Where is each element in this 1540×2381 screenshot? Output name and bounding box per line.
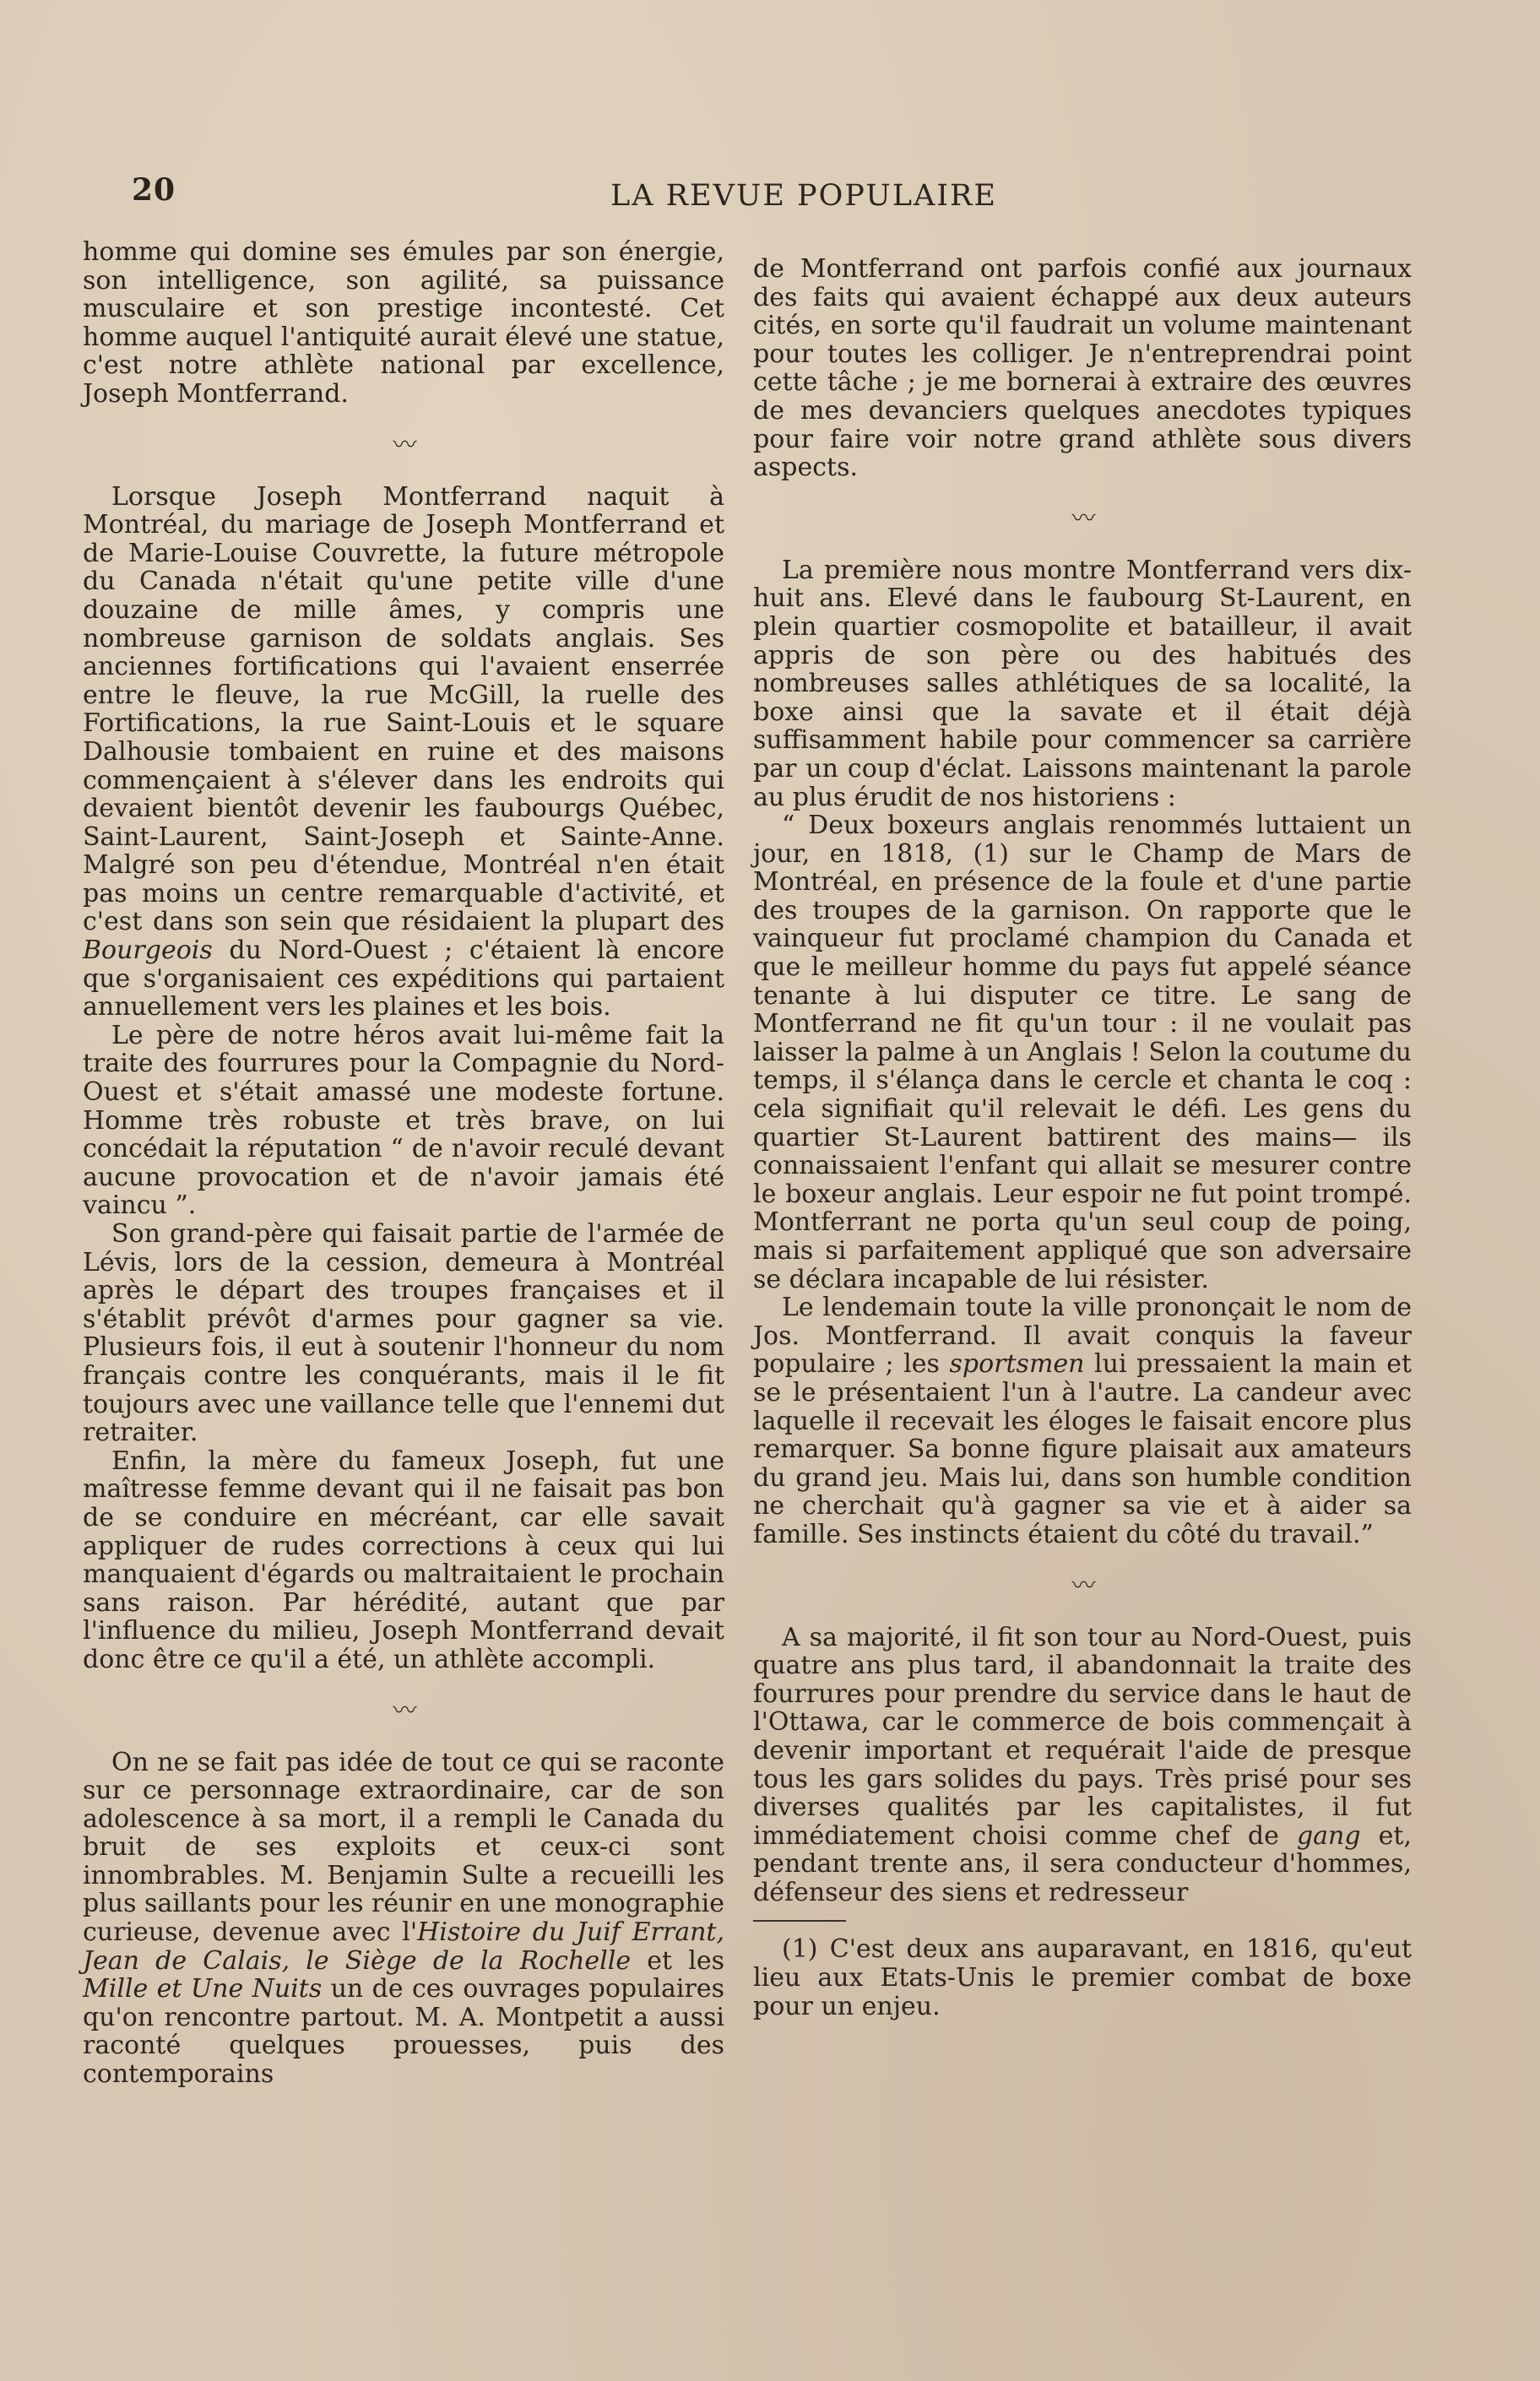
footnote bbox=[753, 1935, 1412, 2020]
paragraph: “ Deux boxeurs anglais renommés luttaient un jour, en 1818, (1) sur le Champ de Mars de Montréal, en présence de la foule et d'une partie des troupes de la garnison. On rapporte que le vainqueur fut proclamé champion du Canada et que le meilleur homme du pays fut appelé séance tenante à lui disputer ce titre. Le sang de Montferrand ne fit qu'un tour : il ne voulait pas laisser la palme à un Anglais ! Selon la coutume du temps, il s'élança dans le cercle et chanta le coq : cela signifiait qu'il relevait le défi. Les gens du quartier St-Laurent battirent des mains— ils connaissaient l'enfant qui allait se mesurer contre le boxeur anglais. Leur espoir ne fut point trompé. Montferrant ne porta qu'un seul coup de poing, mais si parfaitement appliqué que son adversaire se déclara incapable de lui résister. bbox=[753, 811, 1412, 1294]
paragraph: Lorsque Joseph Montferrand naquit à Montréal, du mariage de Joseph Montferrand et de Marie-Louise Couvrette, la future métropole du Canada n'était qu'une petite ville d'une douzaine de mille âmes, y compris une nombreuse garnison de soldats anglais. Ses anciennes fortifications qui l'avaient enserrée entre le fleuve, la rue McGill, la ruelle des Fortifications, la rue Saint-Louis et le square Dalhousie tombaient en ruine et des maisons commençaient à s'élever dans les endroits qui devaient bientôt devenir les faubourgs Québec, Saint-Laurent, Saint-Joseph et Sainte-Anne. Malgré son peu d'étendue, Montréal n'en était pas moins un centre remarquable d'activité, et c'est dans son sein que résidaient la plupart des Bourgeois du Nord-Ouest ; c'étaient là encore que s'organisaient ces expéditions qui partaient annuellement vers les plaines et les bois. bbox=[83, 481, 724, 1022]
footnote-rule bbox=[753, 1920, 846, 1922]
ornament-divider: 〰 bbox=[393, 1695, 415, 1724]
left-column bbox=[83, 238, 724, 2089]
right-column bbox=[753, 255, 1412, 2020]
italic-text: Histoire du Juif Errant, Jean de Calais, le Siège de la Rochelle bbox=[83, 1917, 724, 1976]
ornament-divider: 〰 bbox=[1071, 1570, 1093, 1599]
italic-text: gang bbox=[1296, 1820, 1361, 1851]
paragraph: On ne se fait pas idée de tout ce qui se raconte sur ce personnage extraordinaire, car de son adolescence à sa mort, il a rempli le Canada du bruit de ses exploits et ceux-ci sont innombrables. M. Benjamin Sulte a recueilli les plus saillants pour les réunir en une monographie curieuse, devenue avec l'Histoire du Juif Errant, Jean de Calais, le Siège de la Rochelle et les Mille et Une Nuits un de ces ouvrages populaires qu'on rencontre partout. M. A. Montpetit a aussi raconté quelques prouesses, puis des contemporains bbox=[83, 1747, 725, 2090]
paragraph: de Montferrand ont parfois confié aux journaux des faits qui avaient échappé aux deux auteurs cités, en sorte qu'il faudrait un volume maintenant pour toutes les colliger. Je n'entreprendrai point cette tâche ; je me bornerai à extraire des œuvres de mes devanciers quelques anecdotes typiques pour faire voir notre grand athlète sous divers aspects. bbox=[753, 254, 1412, 483]
italic-text: Mille et Une Nuits bbox=[83, 1974, 323, 2004]
paragraph: Son grand-père qui faisait partie de l'armée de Lévis, lors de la cession, demeura à Montréal après le départ des troupes françaises et il s'établit prévôt d'armes pour gagner sa vie. Plusieurs fois, il eut à soutenir l'honneur du nom français contre les conquérants, mais il le fit toujours avec une vaillance telle que l'ennemi dut retraiter. bbox=[83, 1219, 724, 1448]
paragraph: La première nous montre Montferrand vers dix-huit ans. Elevé dans le faubourg St-Laurent, en plein quartier cosmopolite et batailleur, il avait appris de son père ou des habitués des nombreuses salles athlétiques de sa localité, la boxe ainsi que la savate et il était déjà suffisamment habile pour commencer sa carrière par un coup d'éclat. Laissons maintenant la parole au plus érudit de nos historiens : bbox=[753, 555, 1412, 812]
ornament-divider: 〰 bbox=[393, 430, 415, 458]
page-number: 20 bbox=[132, 172, 176, 208]
italic-text: Bourgeois bbox=[83, 936, 213, 966]
footnote-text: (1) C'est deux ans auparavant, en 1816, qu'eut lieu aux Etats-Unis le premier combat de boxe pour un enjeu. bbox=[753, 1934, 1412, 2021]
running-title: LA REVUE POPULAIRE bbox=[610, 179, 997, 213]
paragraph: Le lendemain toute la ville prononçait le nom de Jos. Montferrand. Il avait conquis la faveur populaire ; les sportsmen lui pressaient la main et se le présentaient l'un à l'autre. La candeur avec laquelle il recevait les éloges le faisait encore plus remarquer. Sa bonne figure plaisait aux amateurs du grand jeu. Mais lui, dans son humble condition ne cherchait qu'à gagner sa vie et à aider sa famille. Ses instincts étaient du côté du travail.” bbox=[753, 1293, 1412, 1549]
paragraph: homme qui domine ses émules par son énergie, son intelligence, son agilité, sa puissance musculaire et son prestige incontesté. Cet homme auquel l'antiquité aurait élevé une statue, c'est notre athlète national par excellence, Joseph Montferrand. bbox=[83, 237, 724, 409]
paragraph: Enfin, la mère du fameux Joseph, fut une maîtresse femme devant qui il ne faisait pas bon de se conduire en mécréant, car elle savait appliquer de rudes corrections à ceux qui lui manquaient d'égards ou maltraitaient le prochain sans raison. Par hérédité, autant que par l'influence du milieu, Joseph Montferrand devait donc être ce qu'il a été, un athlète accompli. bbox=[83, 1445, 724, 1674]
paragraph: Le père de notre héros avait lui-même fait la traite des fourrures pour la Compagnie du Nord-Ouest et s'était amassé une modeste fortune. Homme très robuste et très brave, on lui concédait la réputation “ de n'avoir reculé devant aucune provocation et de n'avoir jamais été vaincu ”. bbox=[83, 1020, 724, 1221]
italic-text: sportsmen bbox=[949, 1349, 1085, 1380]
ornament-divider: 〰 bbox=[1071, 503, 1093, 532]
paragraph: A sa majorité, il fit son tour au Nord-Ouest, puis quatre ans plus tard, il abandonnait la traite des fourrures pour prendre du service dans le haut de l'Ottawa, car le commerce de bois commençait à devenir important et requérait l'aide de presque tous les gars solides du pays. Très prisé pour ses diverses qualités par les capitalistes, il fut immédiatement choisi comme chef de gang et, pendant trente ans, il sera conducteur d'hommes, défenseur des siens et redresseur bbox=[753, 1622, 1412, 1907]
